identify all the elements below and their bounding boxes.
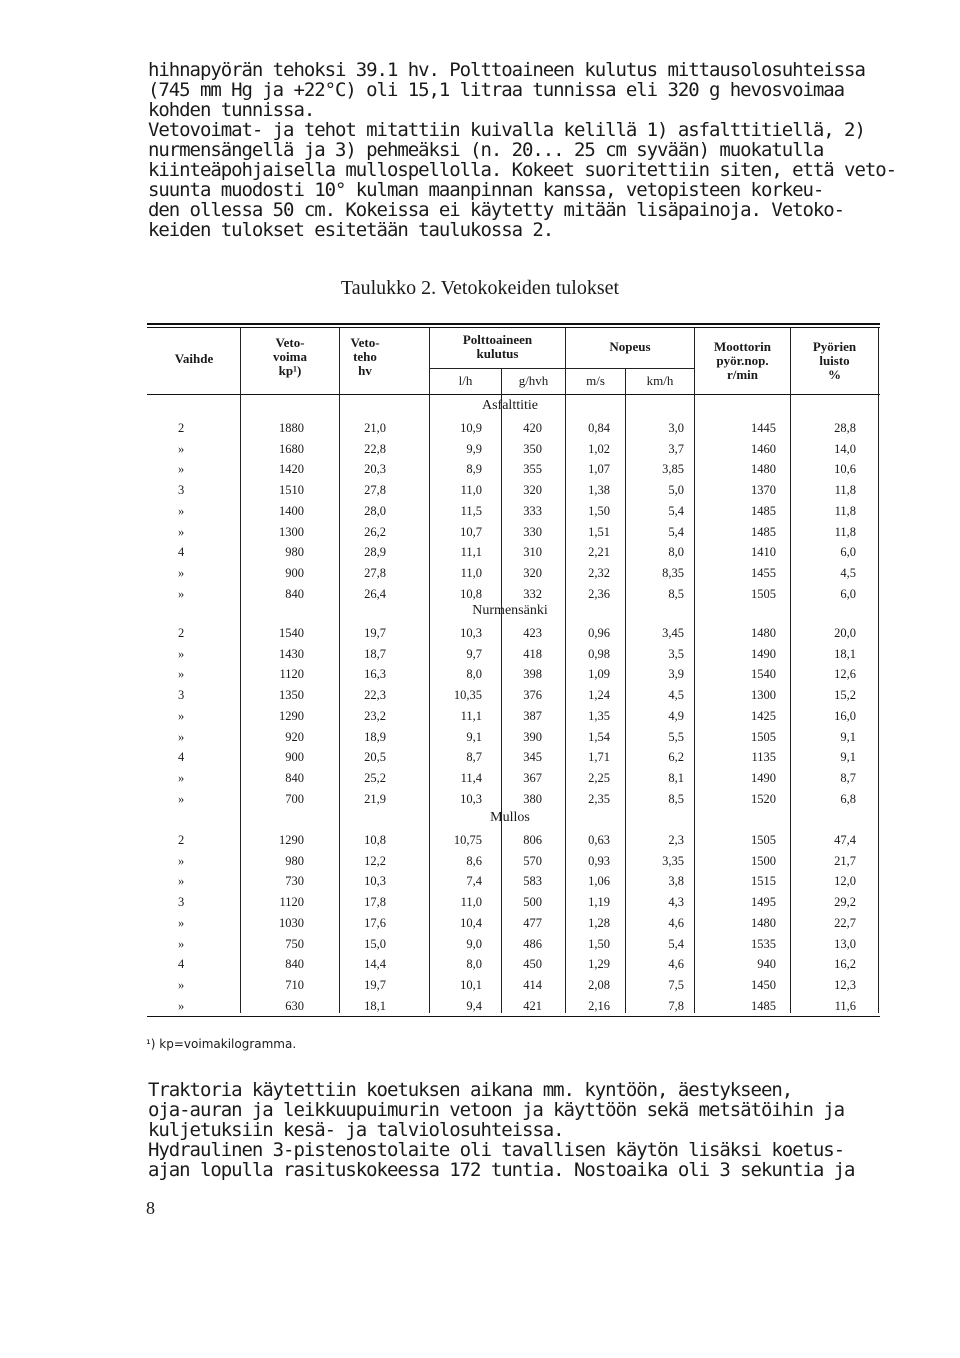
table-cell: 27,8 <box>364 565 386 580</box>
table-cell: 9,1 <box>840 750 856 765</box>
table-cell: 1455 <box>751 565 776 580</box>
table-cell: 22,7 <box>834 915 856 930</box>
table-cell: 11,0 <box>460 483 482 498</box>
table-cell: 20,5 <box>364 750 386 765</box>
table-cell: » <box>178 977 185 992</box>
table-cell: 19,7 <box>364 626 386 640</box>
column-divider <box>790 328 791 1013</box>
table-cell: 7,8 <box>668 998 684 1013</box>
table-cell: 12,3 <box>834 977 856 992</box>
table-cell: 4,6 <box>668 915 684 930</box>
table-cell: 1030 <box>279 915 304 930</box>
table-cell: » <box>178 586 185 601</box>
table-cell: 3 <box>178 483 185 498</box>
table-cell: 421 <box>523 998 542 1013</box>
table-cell: 17,8 <box>364 895 386 910</box>
table-cell: 0,63 <box>588 833 610 847</box>
table-cell: 1410 <box>751 545 776 560</box>
table-cell: 18,9 <box>364 729 386 744</box>
table-cell: 1290 <box>279 708 304 723</box>
table-cell: 10,75 <box>453 833 482 847</box>
table-cell: 0,93 <box>588 853 610 868</box>
table-cell: 2,3 <box>668 833 684 847</box>
table-cell: 4,9 <box>668 708 684 723</box>
table-cell: 11,8 <box>834 524 856 539</box>
table-caption: Taulukko 2. Vetokokeiden tulokset <box>340 277 620 299</box>
table-cell: 26,4 <box>364 586 386 601</box>
table-cell: 1485 <box>751 998 776 1013</box>
table-cell: 11,8 <box>834 483 856 498</box>
table-cell: 14,4 <box>364 957 386 972</box>
table-cell: 5,0 <box>668 483 684 498</box>
table-cell: » <box>178 915 185 930</box>
table-cell: 1120 <box>279 895 304 910</box>
table-cell: 19,7 <box>364 977 386 992</box>
table-cell: » <box>178 853 185 868</box>
table-top-rule-thin <box>147 327 880 328</box>
table-cell: 1460 <box>751 441 776 456</box>
table-cell: 1445 <box>751 421 776 435</box>
table-cell: 1480 <box>751 915 776 930</box>
table-top-rule <box>147 323 880 325</box>
table-cell: 1880 <box>279 421 304 435</box>
table-cell: 3 <box>178 895 185 910</box>
table-cell: 18,7 <box>364 646 386 661</box>
table-cell: » <box>178 462 185 477</box>
table-cell: 390 <box>523 729 542 744</box>
table-cell: 1,50 <box>588 936 610 951</box>
table-cell: 27,8 <box>364 483 386 498</box>
table-cell: 8,35 <box>662 565 684 580</box>
header-polttoaine: Polttoaineen kulutus <box>462 332 533 361</box>
table-cell: 5,4 <box>668 524 684 539</box>
table-cell: 1510 <box>279 483 304 498</box>
table-cell: 1,09 <box>588 667 610 682</box>
table-cell: 8,6 <box>466 853 482 868</box>
table-cell: 11,0 <box>460 895 482 910</box>
table-cell: 2 <box>178 626 185 640</box>
table-cell: 10,4 <box>460 915 482 930</box>
table-cell: 477 <box>523 915 542 930</box>
table-cell: 15,0 <box>364 936 386 951</box>
table-bottom-rule <box>147 1016 880 1017</box>
table-cell: 12,6 <box>834 667 856 682</box>
table-cell: 583 <box>523 874 542 889</box>
table-cell: 10,8 <box>460 586 482 601</box>
table-cell: 750 <box>285 936 304 951</box>
table-cell: 1,35 <box>588 708 610 723</box>
table-cell: 8,0 <box>668 545 684 560</box>
table-cell: 3,7 <box>668 441 684 456</box>
table-cell: 4 <box>178 545 185 560</box>
table-cell: 1450 <box>751 977 776 992</box>
table-cell: 11,5 <box>460 503 482 518</box>
table-cell: 9,1 <box>466 729 482 744</box>
table-cell: 1300 <box>751 688 776 703</box>
text-line: oja-auran ja leikkuupuimurin vetoon ja käyttöön sekä metsätöihin ja <box>148 1099 845 1121</box>
table-cell: » <box>178 524 185 539</box>
table-cell: 10,3 <box>364 874 386 889</box>
table-cell: 11,1 <box>460 708 482 723</box>
table-cell: 380 <box>523 791 542 806</box>
table-cell: 3,35 <box>662 853 684 868</box>
table-cell: 10,1 <box>460 977 482 992</box>
column-divider <box>240 328 241 1013</box>
table-cell: 5,4 <box>668 936 684 951</box>
table-cell: 21,7 <box>834 853 856 868</box>
header-unit-ghvh: g/hvh <box>518 373 549 388</box>
table-cell: 1485 <box>751 503 776 518</box>
table-cell: 9,7 <box>466 646 482 661</box>
table-cell: 11,8 <box>834 503 856 518</box>
text-line: (745 mm Hg ja +22°C) oli 15,1 litraa tunnissa eli 320 g hevosvoimaa <box>148 79 845 101</box>
table-cell: 20,0 <box>834 626 856 640</box>
table-cell: 10,35 <box>453 688 482 703</box>
table-cell: 18,1 <box>834 646 856 661</box>
table-cell: 1370 <box>751 483 776 498</box>
table-cell: 16,2 <box>834 957 856 972</box>
table-cell: 570 <box>523 853 542 868</box>
table-cell: 2,35 <box>588 791 610 806</box>
table-cell: 8,1 <box>668 770 684 785</box>
table-cell: » <box>178 646 185 661</box>
section-title: Mullos <box>490 810 530 825</box>
table-cell: 8,9 <box>466 462 482 477</box>
table-cell: 11,1 <box>460 545 482 560</box>
table-cell: 14,0 <box>834 441 856 456</box>
table-cell: 1,38 <box>588 483 610 498</box>
column-divider <box>694 328 695 1013</box>
table-cell: 28,9 <box>364 545 386 560</box>
text-line: ajan lopulla rasituskokeessa 172 tuntia. Nostoaika oli 3 sekuntia ja <box>148 1159 855 1181</box>
table-cell: 6,8 <box>840 791 856 806</box>
header-luisto: Pyörien luisto % <box>812 339 857 382</box>
table-cell: 1495 <box>751 895 776 910</box>
table-cell: 1505 <box>751 833 776 847</box>
table-cell: 2,36 <box>588 586 610 601</box>
table-cell: 2 <box>178 833 185 847</box>
table-cell: 11,4 <box>460 770 482 785</box>
header-vetovoima: Veto- voima kp¹) <box>273 335 307 378</box>
table-cell: 423 <box>523 626 542 640</box>
table-cell: 1425 <box>751 708 776 723</box>
table-cell: 1,29 <box>588 957 610 972</box>
header-moottori: Moottorin pyör.nop. r/min <box>713 339 772 382</box>
table-cell: 1,51 <box>588 524 610 539</box>
table-cell: 700 <box>285 791 304 806</box>
table-cell: 20,3 <box>364 462 386 477</box>
table-cell: 900 <box>285 565 304 580</box>
table-cell: 7,5 <box>668 977 684 992</box>
header-unit-kmh: km/h <box>646 373 674 388</box>
page-number: 8 <box>146 1198 155 1218</box>
section-title: Nurmensänki <box>472 603 548 618</box>
table-cell: 10,6 <box>834 462 856 477</box>
table-cell: 5,4 <box>668 503 684 518</box>
table-cell: 350 <box>523 441 542 456</box>
table-cell: » <box>178 729 185 744</box>
table-cell: 2,32 <box>588 565 610 580</box>
table-cell: 16,3 <box>364 667 386 682</box>
table-cell: 8,0 <box>466 957 482 972</box>
table-cell: » <box>178 998 185 1013</box>
column-divider <box>625 368 626 1013</box>
table-cell: 398 <box>523 667 542 682</box>
table-cell: 710 <box>285 977 304 992</box>
table-cell: 4,5 <box>840 565 856 580</box>
table-cell: 1430 <box>279 646 304 661</box>
column-divider <box>878 328 879 1013</box>
table-cell: 1400 <box>279 503 304 518</box>
table-cell: 1420 <box>279 462 304 477</box>
table-cell: 320 <box>523 483 542 498</box>
table-cell: » <box>178 565 185 580</box>
table-cell: 355 <box>523 462 542 477</box>
table-cell: 980 <box>285 545 304 560</box>
table-cell: 2,21 <box>588 545 610 560</box>
table-cell: 3,0 <box>668 421 684 435</box>
text-line: kuljetuksiin kesä- ja talviolosuhteissa. <box>148 1119 564 1141</box>
table-cell: 1,07 <box>588 462 610 477</box>
table-cell: 332 <box>523 586 542 601</box>
table-cell: 806 <box>523 833 542 847</box>
table-cell: 9,1 <box>840 729 856 744</box>
table-cell: 28,0 <box>364 503 386 518</box>
table-cell: 6,0 <box>840 545 856 560</box>
table-cell: » <box>178 708 185 723</box>
table-cell: 1500 <box>751 853 776 868</box>
table-cell: 8,7 <box>840 770 856 785</box>
table-cell: 21,9 <box>364 791 386 806</box>
table-cell: 1,54 <box>588 729 610 744</box>
table-cell: 9,9 <box>466 441 482 456</box>
text-line: kiinteäpohjaisella mullospellolla. Kokeet suoritettiin siten, että veto- <box>148 159 897 181</box>
table-cell: 900 <box>285 750 304 765</box>
table-cell: 16,0 <box>834 708 856 723</box>
text-line: kohden tunnissa. <box>148 99 315 121</box>
text-line: Hydraulinen 3-pistenostolaite oli tavallisen käytön lisäksi koetus- <box>148 1139 845 1161</box>
table-cell: 1490 <box>751 646 776 661</box>
subheader-rule <box>430 368 565 369</box>
table-cell: » <box>178 791 185 806</box>
table-cell: 840 <box>285 770 304 785</box>
table-cell: 1520 <box>751 791 776 806</box>
table-cell: 376 <box>523 688 542 703</box>
table-cell: » <box>178 936 185 951</box>
table-cell: 1,28 <box>588 915 610 930</box>
table-cell: 0,96 <box>588 626 610 640</box>
table-cell: 10,9 <box>460 421 482 435</box>
table-cell: 18,1 <box>364 998 386 1013</box>
table-cell: 1,71 <box>588 750 610 765</box>
table-cell: 10,7 <box>460 524 482 539</box>
subheader-rule <box>565 368 694 369</box>
table-cell: 8,0 <box>466 667 482 682</box>
table-cell: 9,0 <box>466 936 482 951</box>
table-cell: 1135 <box>751 750 776 765</box>
text-line: nurmensängellä ja 3) pehmeäksi (n. 20... 25 cm syvään) muokatulla <box>148 139 824 161</box>
table-cell: 2,08 <box>588 977 610 992</box>
table-cell: 2,25 <box>588 770 610 785</box>
table-cell: 1,24 <box>588 688 610 703</box>
table-cell: 486 <box>523 936 542 951</box>
table-cell: 330 <box>523 524 542 539</box>
table-cell: 840 <box>285 586 304 601</box>
table-cell: 310 <box>523 545 542 560</box>
table-cell: 1505 <box>751 586 776 601</box>
table-cell: » <box>178 667 185 682</box>
header-nopeus: Nopeus <box>609 339 651 354</box>
table-cell: 6,0 <box>840 586 856 601</box>
table-cell: 1,02 <box>588 441 610 456</box>
text-line: den ollessa 50 cm. Kokeissa ei käytetty mitään lisäpainoja. Vetoko- <box>148 199 845 221</box>
table-cell: 15,2 <box>834 688 856 703</box>
table-cell: 730 <box>285 874 304 889</box>
table-cell: 840 <box>285 957 304 972</box>
header-vetoteho: Veto- teho hv <box>350 335 380 378</box>
table-cell: 3,85 <box>662 462 684 477</box>
table-cell: 1,50 <box>588 503 610 518</box>
table-cell: 4 <box>178 750 185 765</box>
table-cell: 1480 <box>751 462 776 477</box>
table-cell: 418 <box>523 646 542 661</box>
header-vaihde: Vaihde <box>174 351 214 366</box>
table-cell: 333 <box>523 503 542 518</box>
table-cell: 500 <box>523 895 542 910</box>
section-title: Asfalttitie <box>482 398 538 413</box>
table-cell: 25,2 <box>364 770 386 785</box>
table-cell: 26,2 <box>364 524 386 539</box>
table-cell: 10,3 <box>460 791 482 806</box>
table-cell: 11,6 <box>834 998 856 1013</box>
table-cell: 1505 <box>751 729 776 744</box>
table-cell: 3,8 <box>668 874 684 889</box>
table-cell: 17,6 <box>364 915 386 930</box>
table-cell: 12,0 <box>834 874 856 889</box>
table-cell: 2 <box>178 421 185 435</box>
table-cell: 22,8 <box>364 441 386 456</box>
table-cell: 630 <box>285 998 304 1013</box>
text-line: suunta muodosti 10° kulman maanpinnan kanssa, vetopisteen korkeu- <box>148 179 824 201</box>
table-cell: 22,3 <box>364 688 386 703</box>
table-cell: 8,5 <box>668 791 684 806</box>
header-bottom-rule <box>147 394 880 395</box>
table-cell: 1490 <box>751 770 776 785</box>
table-cell: 10,3 <box>460 626 482 640</box>
table-cell: » <box>178 441 185 456</box>
table-cell: 1120 <box>279 667 304 682</box>
table-cell: 4,5 <box>668 688 684 703</box>
table-cell: 450 <box>523 957 542 972</box>
table-cell: 28,8 <box>834 421 856 435</box>
table-cell: 1480 <box>751 626 776 640</box>
table-cell: 10,8 <box>364 833 386 847</box>
table-cell: 21,0 <box>364 421 386 435</box>
table-cell: 980 <box>285 853 304 868</box>
table-cell: 3,45 <box>662 626 684 640</box>
table-cell: 1,19 <box>588 895 610 910</box>
table-cell: » <box>178 770 185 785</box>
table-cell: 367 <box>523 770 542 785</box>
table-cell: 13,0 <box>834 936 856 951</box>
table-cell: 8,7 <box>466 750 482 765</box>
table-cell: 1680 <box>279 441 304 456</box>
table-cell: 414 <box>523 977 542 992</box>
table-cell: 1300 <box>279 524 304 539</box>
text-line: Traktoria käytettiin koetuksen aikana mm. kyntöön, äestykseen, <box>148 1079 793 1101</box>
table-cell: 4 <box>178 957 185 972</box>
table-cell: 320 <box>523 565 542 580</box>
table-cell: 1485 <box>751 524 776 539</box>
table-cell: 5,5 <box>668 729 684 744</box>
table-cell: 6,2 <box>668 750 684 765</box>
table-cell: 11,0 <box>460 565 482 580</box>
header-unit-lh: l/h <box>458 373 473 388</box>
outro-paragraph <box>148 1080 888 1180</box>
table-cell: 1,06 <box>588 874 610 889</box>
table-cell: 29,2 <box>834 895 856 910</box>
text-line: hihnapyörän tehoksi 39.1 hv. Polttoaineen kulutus mittausolosuhteissa <box>148 59 865 81</box>
intro-paragraph <box>148 59 897 241</box>
text-line: keiden tulokset esitetään taulukossa 2. <box>148 219 554 241</box>
table-cell: 1350 <box>279 688 304 703</box>
table-cell: 47,4 <box>834 833 856 847</box>
table-cell: 3,9 <box>668 667 684 682</box>
table-cell: 1535 <box>751 936 776 951</box>
table-cell: 345 <box>523 750 542 765</box>
table-cell: 8,5 <box>668 586 684 601</box>
table-cell: » <box>178 874 185 889</box>
text-line: Vetovoimat- ja tehot mitattiin kuivalla kelillä 1) asfalttitiellä, 2) <box>148 119 865 141</box>
table-cell: 1515 <box>751 874 776 889</box>
table-cell: 23,2 <box>364 708 386 723</box>
table-cell: 420 <box>523 421 542 435</box>
table-cell: 1290 <box>279 833 304 847</box>
table-cell: 3 <box>178 688 185 703</box>
header-unit-ms: m/s <box>586 373 605 388</box>
table-cell: 7,4 <box>466 874 482 889</box>
table-cell: 0,84 <box>588 421 610 435</box>
footnote: ¹) kp=voimakilogramma. <box>146 1037 297 1051</box>
table-cell: 9,4 <box>466 998 482 1013</box>
table-cell: 2,16 <box>588 998 610 1013</box>
table-cell: 4,3 <box>668 895 684 910</box>
table-cell: 387 <box>523 708 542 723</box>
table-cell: 4,6 <box>668 957 684 972</box>
table-cell: 3,5 <box>668 646 684 661</box>
table-cell: 0,98 <box>588 646 610 661</box>
column-divider <box>429 328 430 1013</box>
table-cell: 12,2 <box>364 853 386 868</box>
table-cell: 920 <box>285 729 304 744</box>
table-cell: 940 <box>757 957 776 972</box>
table-cell: 1540 <box>279 626 304 640</box>
table-cell: » <box>178 503 185 518</box>
table-cell: 1540 <box>751 667 776 682</box>
